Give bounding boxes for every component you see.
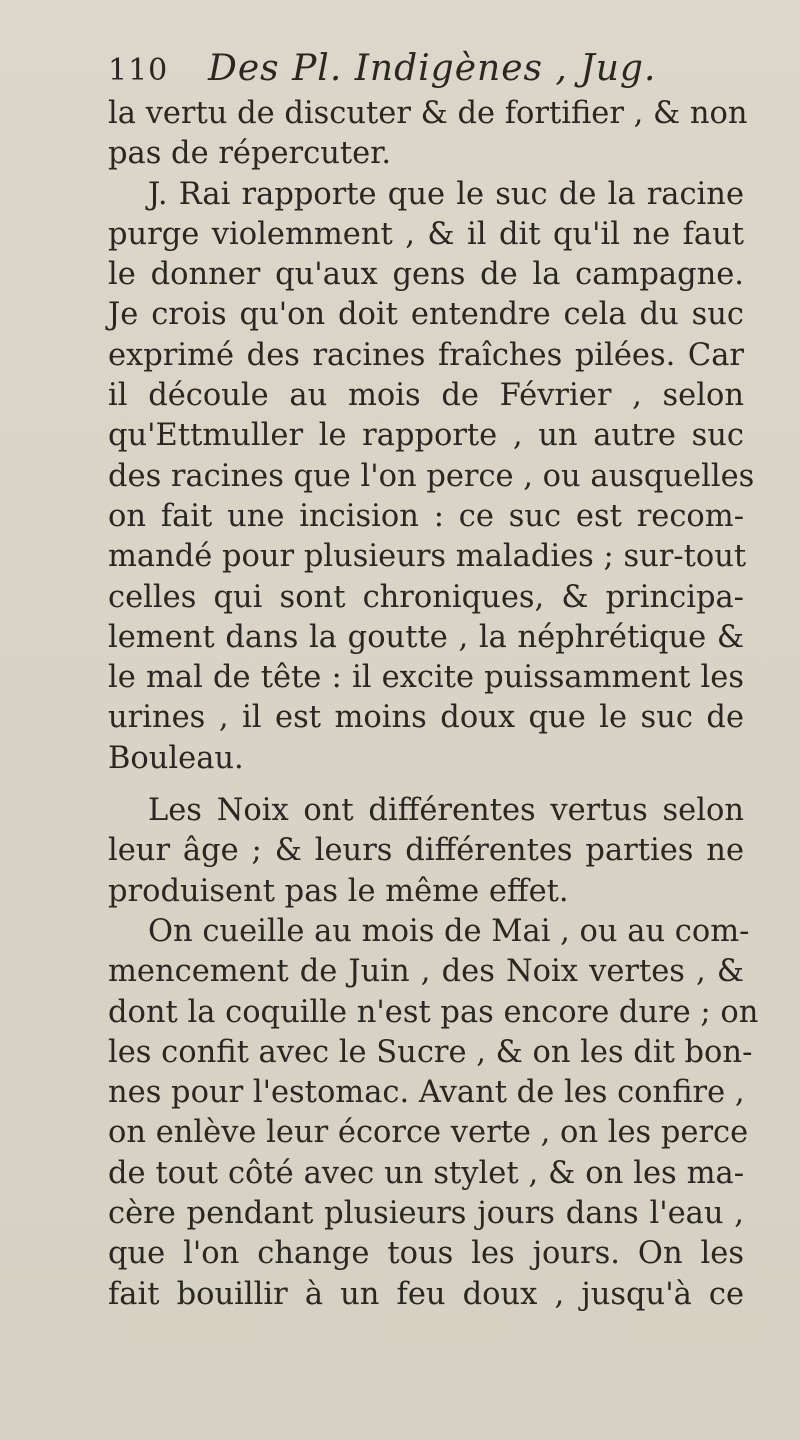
text-line: mencement de Juin , des Noix vertes , &	[108, 954, 744, 990]
text-line: que l'on change tous les jours. On les	[108, 1236, 744, 1272]
running-head-title: Des Pl. Indigènes , Jug.	[208, 48, 657, 89]
text-line: on fait une incision : ce suc est recom-	[108, 498, 744, 534]
text-line: J. Rai rapporte que le suc de la racine	[148, 176, 744, 212]
body-text	[108, 94, 759, 1315]
text-line: Bouleau.	[108, 740, 244, 776]
page-number: 110	[108, 53, 169, 88]
text-line: leur âge ; & leurs différentes parties ne	[108, 833, 744, 869]
text-line: fait bouillir à un feu doux , jusqu'à ce	[108, 1276, 744, 1312]
text-line: urines , il est moins doux que le suc de	[108, 700, 744, 736]
text-line: pas de répercuter.	[108, 136, 392, 172]
text-line: exprimé des racines fraîches pilées. Car	[108, 337, 744, 373]
text-line: celles qui sont chroniques, & principa-	[108, 579, 744, 615]
text-line: mandé pour plusieurs maladies ; sur-tout	[108, 539, 747, 575]
text-line: le mal de tête : il excite puissamment les	[108, 660, 744, 696]
text-line: des racines que l'on perce , ou ausquelles	[108, 458, 755, 494]
paragraph-gap	[108, 779, 744, 791]
text-line: produisent pas le même effet.	[108, 873, 569, 909]
text-line: lement dans la goutte , la néphrétique &	[108, 619, 744, 655]
text-line: On cueille au mois de Mai , ou au com-	[148, 913, 750, 949]
text-line: les confit avec le Sucre , & on les dit bon-	[108, 1034, 753, 1070]
text-line: qu'Ettmuller le rapporte , un autre suc	[108, 418, 744, 454]
text-line: le donner qu'aux gens de la campagne.	[108, 257, 744, 293]
running-head	[108, 44, 744, 94]
text-line: la vertu de discuter & de fortifier , & non	[108, 96, 748, 131]
text-line: purge violemment , & il dit qu'il ne faut	[108, 216, 744, 252]
text-line: Je crois qu'on doit entendre cela du suc	[108, 297, 744, 333]
text-line: on enlève leur écorce verte , on les perce	[108, 1115, 749, 1151]
text-line: dont la coquille n'est pas encore dure ; on	[108, 994, 759, 1030]
text-line: Les Noix ont différentes vertus selon	[148, 793, 744, 829]
text-line: cère pendant plusieurs jours dans l'eau ,	[108, 1196, 744, 1232]
text-line: de tout côté avec un stylet , & on les ma-	[108, 1155, 744, 1191]
text-line: il découle au mois de Février , selon	[108, 378, 744, 414]
text-line: nes pour l'estomac. Avant de les confire ,	[108, 1075, 745, 1111]
